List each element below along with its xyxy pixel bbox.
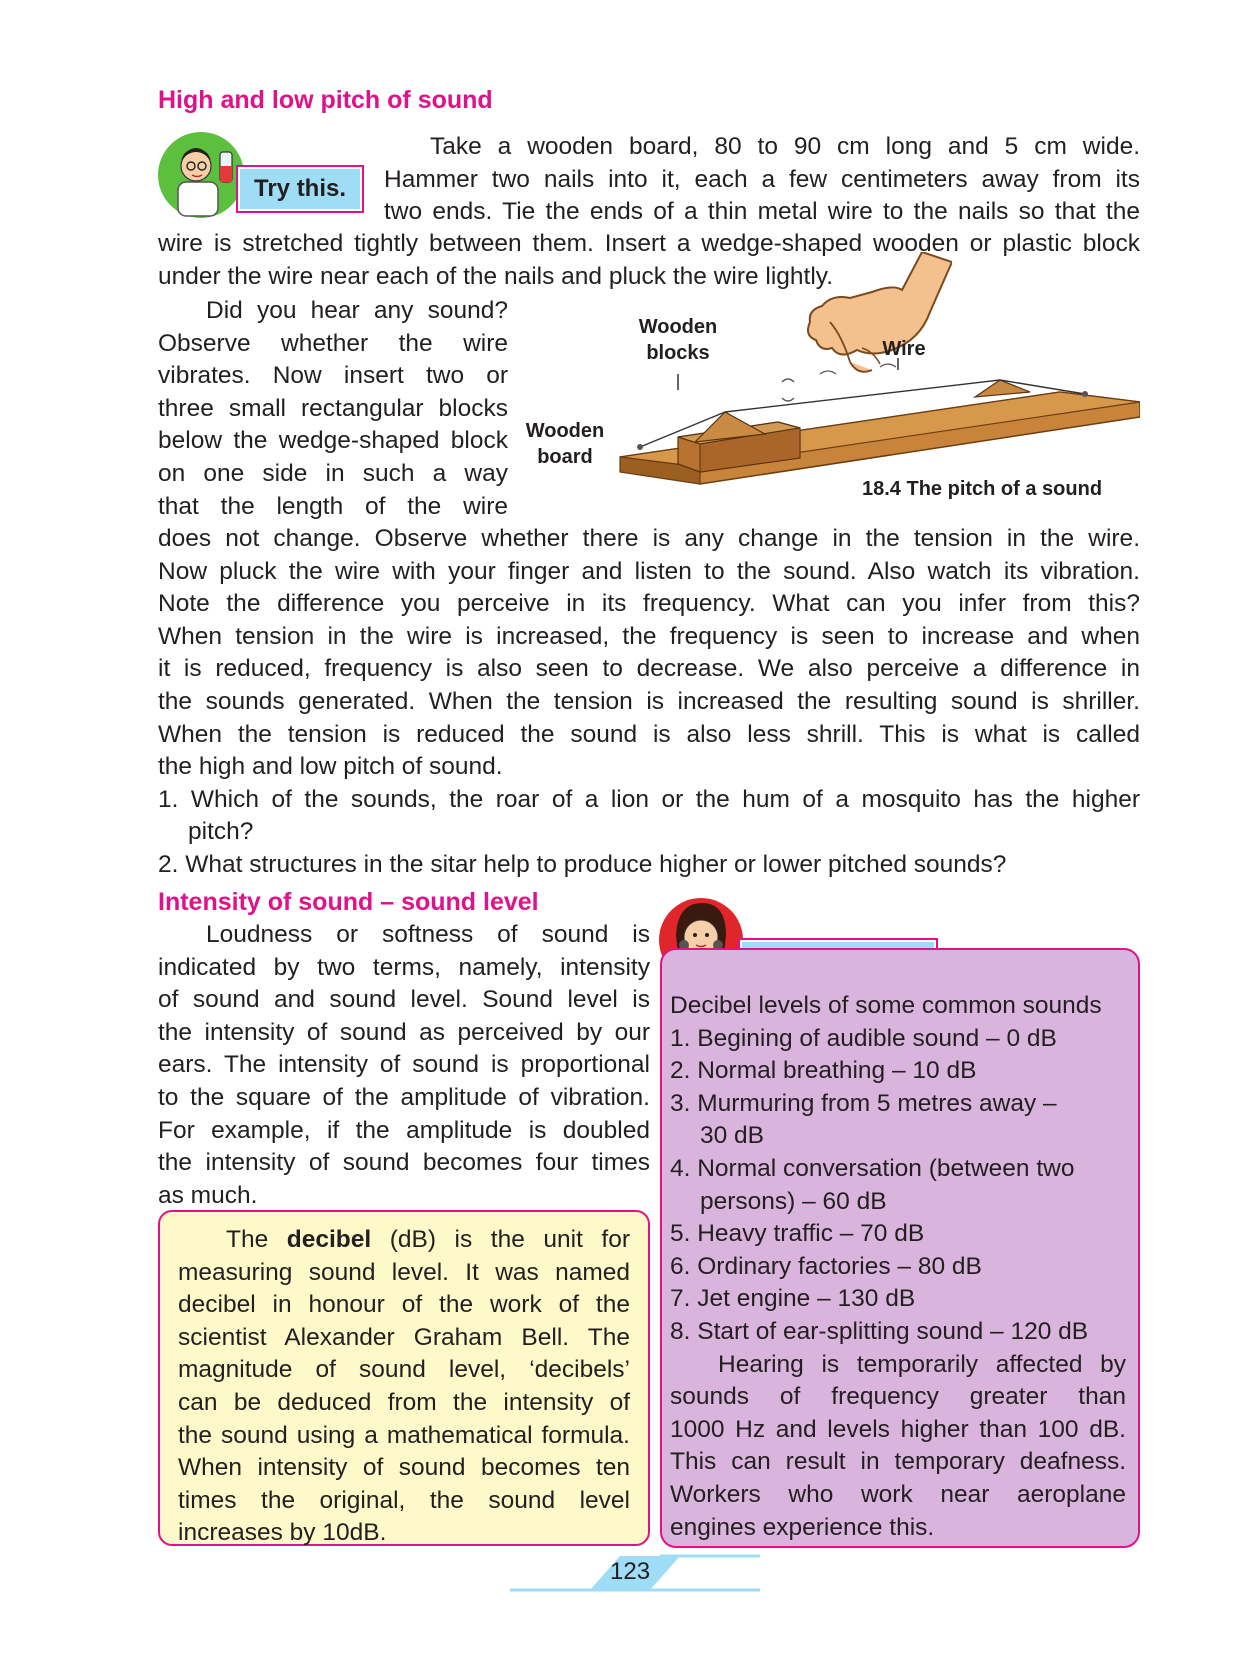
decibel-line-10: increases by 10dB.	[178, 1519, 387, 1547]
label-wooden-board-line1: Wooden	[525, 420, 605, 442]
para2-full-line-3: Note the difference you perceive in its frequency. What can you infer from this?	[158, 590, 1140, 618]
know-item-7: 7. Jet engine – 130 dB	[670, 1285, 916, 1313]
para2-line-4: three small rectangular blocks	[158, 394, 508, 422]
decibel-line-7: the sound using a mathematical formula.	[178, 1421, 630, 1449]
intensity-line-2: indicated by two terms, namely, intensity	[158, 953, 650, 981]
page-number: 123	[610, 1558, 651, 1585]
para2-full-line-1: does not change. Observe whether there is any change in the tension in the wire.	[158, 525, 1140, 552]
para2-full-line-7: When the tension is reduced the sound is also less shrill. This is what is called	[158, 720, 1140, 748]
decibel-line-4: scientist Alexander Graham Bell. The	[178, 1323, 630, 1351]
decibel-line-3: decibel in honour of the work of the	[178, 1291, 630, 1319]
para2-line-7: that the length of the wire	[158, 492, 508, 520]
decibel-line-5: magnitude of sound level, ‘decibels’	[178, 1356, 630, 1384]
label-wooden-blocks-line2: blocks	[646, 342, 710, 364]
intensity-line-4: the intensity of sound as perceived by our	[158, 1018, 650, 1046]
try-text-line-5: under the wire near each of the nails and pluck the wire lightly.	[158, 262, 834, 290]
decibel-line-2: measuring sound level. It was named	[178, 1258, 630, 1286]
section-heading-pitch: High and low pitch of sound	[158, 86, 493, 114]
para2-full-line-5: it is reduced, frequency is also seen to decrease. We also perceive a difference in	[158, 655, 1140, 683]
know-item-1: 1. Begining of audible sound – 0 dB	[670, 1024, 1057, 1052]
intensity-line-1: Loudness or softness of sound is	[206, 921, 650, 948]
label-wire: Wire	[882, 338, 926, 360]
intensity-line-8: the intensity of sound becomes four times	[158, 1149, 650, 1177]
para2-line-1: Did you hear any sound?	[206, 297, 508, 324]
para2-full-line-4: When tension in the wire is increased, the frequency is seen to increase and when	[158, 622, 1140, 650]
try-text-line-1: Take a wooden board, 80 to 90 cm long and 5 cm wide.	[430, 133, 1140, 160]
decibel-line-1: The decibel (dB) is the unit for	[226, 1226, 630, 1253]
do-you-know-box	[660, 948, 1140, 1548]
try-text-line-3: two ends. Tie the ends of a thin metal wire to the nails so that the	[384, 198, 1140, 226]
try-text-line-2: Hammer two nails into it, each a few centimeters away from its	[384, 165, 1140, 193]
know-item-3: 3. Murmuring from 5 metres away –	[670, 1089, 1057, 1117]
label-wooden-board-line2: board	[537, 446, 593, 468]
know-item-5: 5. Heavy traffic – 70 dB	[670, 1220, 925, 1248]
scientist-icon	[156, 130, 246, 220]
intensity-line-6: to the square of the amplitude of vibration.	[158, 1083, 650, 1111]
decibel-info-box	[158, 1210, 650, 1546]
know-para-line-4: This can result in temporary deafness.	[670, 1448, 1126, 1476]
intensity-line-3: of sound and sound level. Sound level is	[158, 986, 650, 1014]
para2-line-6: on one side in such a way	[158, 459, 508, 487]
know-para-line-2: sounds of frequency greater than	[670, 1383, 1126, 1411]
know-para-line-1: Hearing is temporarily affected by	[718, 1350, 1126, 1378]
intensity-line-7: For example, if the amplitude is doubled	[158, 1116, 650, 1144]
decibel-line-9: times the original, the sound level	[178, 1486, 630, 1514]
know-item-3-cont: 30 dB	[700, 1122, 765, 1150]
section-heading-intensity: Intensity of sound – sound level	[158, 888, 539, 916]
figure-caption: 18.4 The pitch of a sound	[862, 478, 1103, 500]
para2-full-line-8: the high and low pitch of sound.	[158, 753, 503, 781]
question-2: 2. What structures in the sitar help to produce higher or lower pitched sounds?	[158, 850, 1007, 878]
intensity-line-9: as much.	[158, 1181, 258, 1209]
decibel-line-8: When intensity of sound becomes ten	[178, 1454, 630, 1482]
decibel-line-6: can be deduced from the intensity of	[178, 1388, 630, 1416]
know-para-line-6: engines experience this.	[670, 1513, 935, 1541]
know-item-6: 6. Ordinary factories – 80 dB	[670, 1252, 982, 1280]
para2-full-line-6: the sounds generated. When the tension is increased the resulting sound is shriller.	[158, 687, 1140, 715]
know-item-4: 4. Normal conversation (between two	[670, 1154, 1075, 1182]
know-item-4-cont: persons) – 60 dB	[700, 1187, 887, 1215]
try-text-line-4: wire is stretched tightly between them. Insert a wedge-shaped wooden or plastic block	[158, 230, 1140, 257]
know-item-8: 8. Start of ear-splitting sound – 120 dB	[670, 1317, 1089, 1345]
para2-line-3: vibrates. Now insert two or	[158, 362, 508, 390]
para2-line-2: Observe whether the wire	[158, 329, 508, 357]
label-wooden-blocks-line1: Wooden	[638, 316, 718, 338]
know-title: Decibel levels of some common sounds	[670, 992, 1102, 1019]
question-1-line-1: 1. Which of the sounds, the roar of a lion or the hum of a mosquito has the higher	[158, 785, 1140, 813]
para2-full-line-2: Now pluck the wire with your finger and listen to the sound. Also watch its vibration.	[158, 557, 1140, 585]
intensity-line-5: ears. The intensity of sound is proportional	[158, 1051, 650, 1079]
para2-line-5: below the wedge-shaped block	[158, 427, 508, 455]
know-para-line-3: 1000 Hz and levels higher than 100 dB.	[670, 1415, 1126, 1443]
try-this-label: Try this.	[238, 167, 362, 211]
know-para-line-5: Workers who work near aeroplane	[670, 1480, 1126, 1508]
hand-icon	[802, 252, 952, 392]
question-1-line-2: pitch?	[188, 818, 254, 846]
know-item-2: 2. Normal breathing – 10 dB	[670, 1057, 977, 1085]
decibel-term: decibel	[286, 1226, 372, 1253]
